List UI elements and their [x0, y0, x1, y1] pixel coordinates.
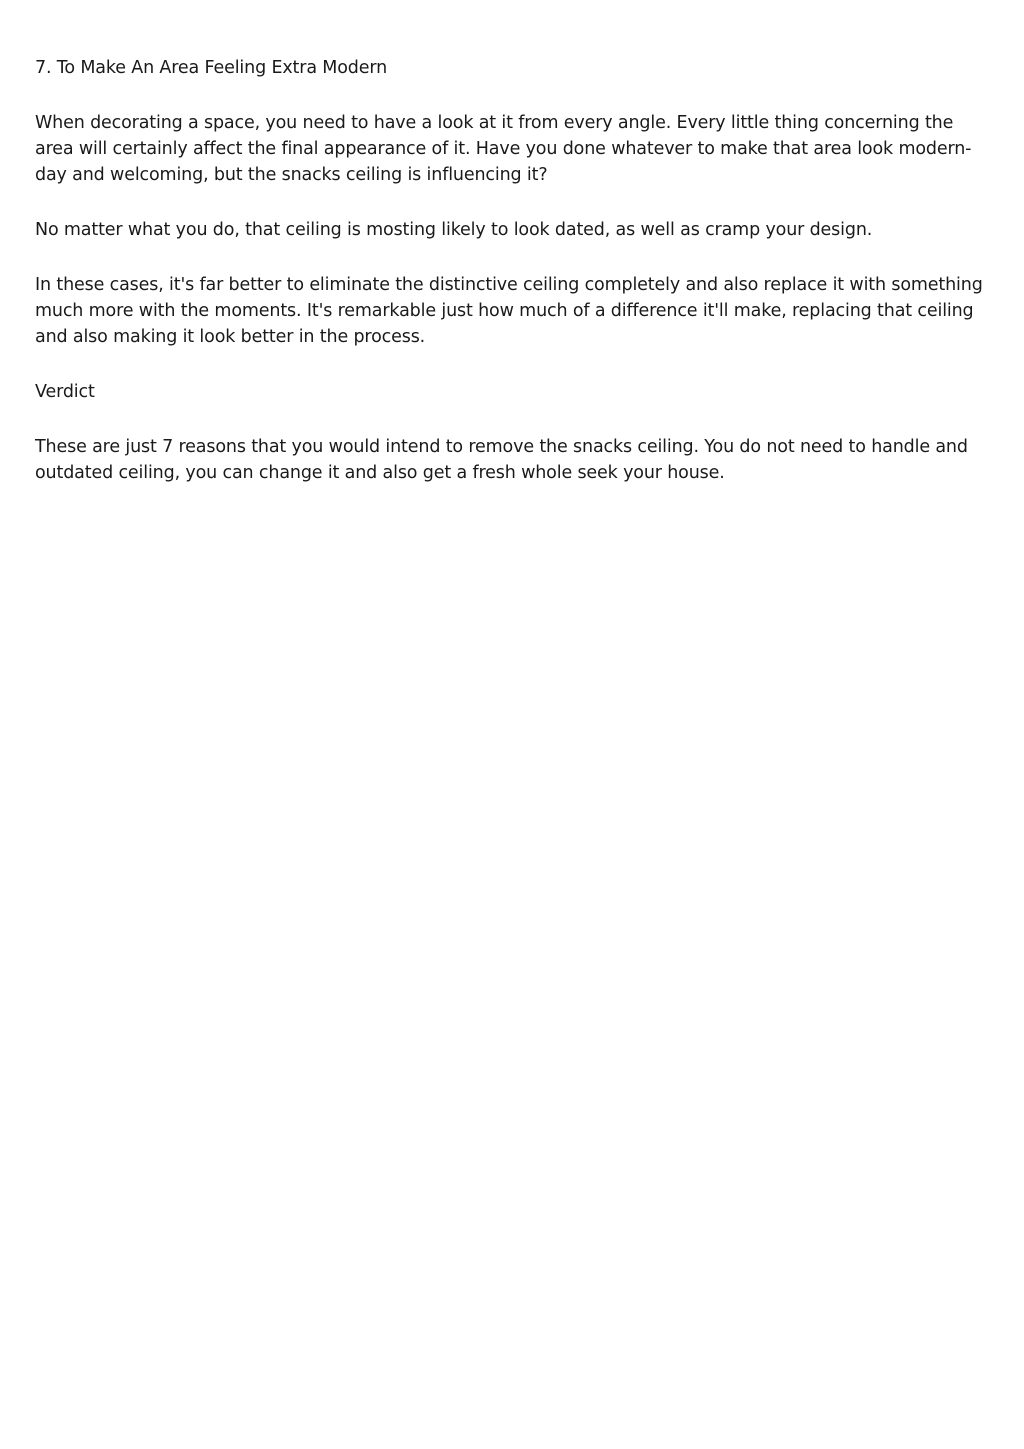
document-page — [35, 55, 995, 515]
section-heading: 7. To Make An Area Feeling Extra Modern — [35, 58, 388, 78]
paragraph-replace-ceiling: In these cases, it's far better to eliminate the distinctive ceiling completely and also replace it with something much more with the moments. It's remarkable just how much of a difference it'll make, replacing that ceiling and also making it look better in the process. — [35, 275, 983, 347]
verdict-heading: Verdict — [35, 382, 95, 402]
paragraph-conclusion: These are just 7 reasons that you would intend to remove the snacks ceiling. You do not need to handle and outdated ceiling, you can change it and also get a fresh whole seek your house. — [35, 437, 968, 483]
paragraph-ceiling-dated: No matter what you do, that ceiling is mosting likely to look dated, as well as cramp your design. — [35, 220, 873, 240]
paragraph-decorating: When decorating a space, you need to have a look at it from every angle. Every little thing concerning the area will certainly affect the final appearance of it. Have you done whatever to make that area look modern-day and welcoming, but the snacks ceiling is influencing it? — [35, 113, 972, 185]
